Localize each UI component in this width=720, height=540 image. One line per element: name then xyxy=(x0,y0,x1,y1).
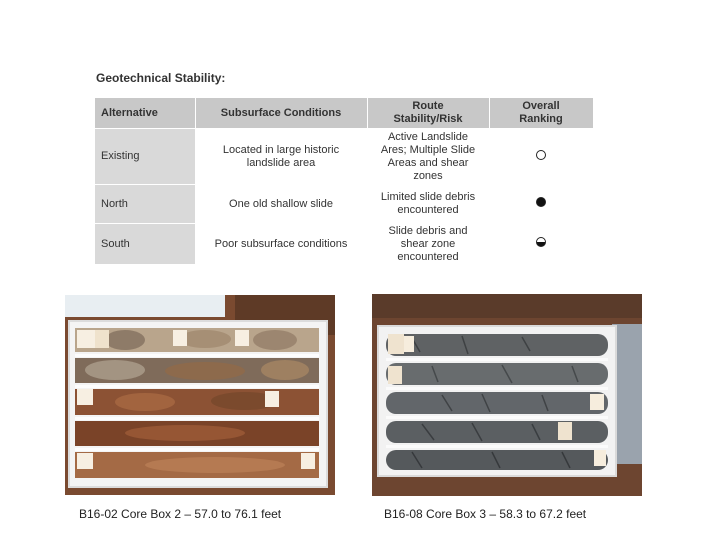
alternative-cell: North xyxy=(95,185,195,224)
risk-line: encountered xyxy=(397,250,459,263)
subsurface-cell xyxy=(195,129,367,185)
table-row xyxy=(95,129,593,185)
risk-line: zones xyxy=(413,169,443,182)
subsurface-line: Poor subsurface conditions xyxy=(214,237,348,250)
core-box-photo-1 xyxy=(65,295,335,495)
risk-line: Limited slide debris xyxy=(380,191,476,203)
half-circle-icon xyxy=(536,237,546,247)
header-ranking-line1: Overall xyxy=(522,100,560,112)
core-box-photo-2 xyxy=(372,294,642,496)
header-subsurface: Subsurface Conditions xyxy=(195,98,367,129)
header-ranking xyxy=(489,98,593,129)
subsurface-line: Located in large historic xyxy=(222,143,340,156)
header-alternative: Alternative xyxy=(95,98,195,129)
ranking-cell xyxy=(489,224,593,265)
risk-line: encountered xyxy=(397,204,459,216)
ranking-cell xyxy=(489,185,593,224)
subsurface-cell xyxy=(195,185,367,224)
geotechnical-stability-table xyxy=(95,98,594,264)
table-crop-edge xyxy=(90,266,610,276)
subsurface-line: One old shallow slide xyxy=(229,197,333,210)
photo-caption: B16-08 Core Box 3 – 58.3 to 67.2 feet xyxy=(384,507,587,521)
core-box-photo-icon xyxy=(372,294,642,496)
full-circle-icon xyxy=(536,197,546,207)
subsurface-line: landslide area xyxy=(246,156,316,169)
risk-line: Areas and shear xyxy=(387,156,469,169)
table-header-row xyxy=(95,98,593,129)
risk-cell xyxy=(367,129,489,185)
alternative-cell: South xyxy=(95,224,195,265)
risk-line: shear zone xyxy=(400,237,456,250)
photo-caption: B16-02 Core Box 2 – 57.0 to 76.1 feet xyxy=(79,507,282,521)
risk-cell xyxy=(367,185,489,224)
risk-line: Ares; Multiple Slide xyxy=(380,143,476,156)
header-route-line2: Stability/Risk xyxy=(393,113,463,125)
table-row xyxy=(95,185,593,224)
ranking-cell xyxy=(489,129,593,185)
header-ranking-line2: Ranking xyxy=(519,113,563,125)
table-row xyxy=(95,224,593,265)
risk-line: Active Landslide xyxy=(387,130,469,143)
core-box-photo-icon xyxy=(65,295,335,495)
risk-line: Slide debris and xyxy=(388,224,468,237)
empty-circle-icon xyxy=(536,150,546,160)
alternative-cell: Existing xyxy=(95,129,195,185)
subsurface-cell xyxy=(195,224,367,265)
risk-cell xyxy=(367,224,489,265)
header-route-risk xyxy=(367,98,489,129)
header-route-line1: Route xyxy=(412,100,444,112)
section-title: Geotechnical Stability: xyxy=(96,71,226,85)
